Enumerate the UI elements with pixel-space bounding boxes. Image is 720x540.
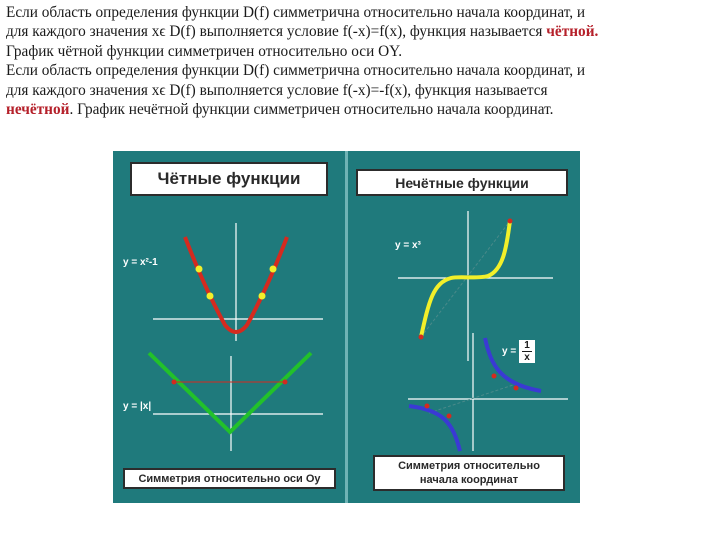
text-line-6: . График нечётной функции симметричен относительно начала координат.: [69, 101, 554, 119]
formula-abs: y = |x|: [123, 401, 152, 412]
text-line: [6, 22, 718, 41]
abs-curve: [149, 353, 311, 432]
fraction-numerator: 1: [524, 340, 530, 351]
term-even: чётной.: [546, 23, 599, 41]
formula-parabola: y = x²-1: [123, 257, 158, 268]
text-line-5: для каждого значения xϵ D(f) выполняется условие f(-x)=-f(x), функция называется: [6, 81, 548, 99]
text-line-2: для каждого значения xϵ D(f) выполняется условие f(-x)=f(x), функция называется: [6, 23, 547, 41]
abs-axes: [153, 356, 323, 451]
graphs-canvas: [113, 151, 580, 503]
text-line: [6, 42, 718, 61]
abs-points: [172, 380, 288, 385]
point: [270, 266, 277, 273]
fraction: [519, 340, 535, 363]
point: [196, 266, 203, 273]
text-line-4: Если область определения функции D(f) симметрична относительно начала координат, и: [6, 62, 586, 80]
point: [259, 293, 266, 300]
point: [172, 380, 177, 385]
point: [492, 374, 497, 379]
text-line: [6, 3, 718, 22]
formula-cubic: y = x³: [395, 240, 421, 251]
recip-points: [425, 374, 519, 419]
text-line-3: График чётной функции симметричен относительно оси OY.: [6, 42, 403, 60]
odd-caption-line-2: начала координат: [419, 474, 519, 486]
point: [207, 293, 214, 300]
recip-branch-negative: [409, 406, 460, 451]
text-line-1: Если область определения функции D(f) симметрична относительно начала координат, и: [6, 4, 586, 21]
fraction-denominator: x: [524, 352, 530, 363]
odd-caption-line-1: Симметрия относительно: [398, 460, 540, 472]
parabola-axes: [153, 223, 323, 341]
function-graphs-figure: [113, 151, 580, 503]
point: [425, 404, 430, 409]
point: [514, 386, 519, 391]
text-line: [6, 100, 718, 119]
odd-functions-title: Нечётные функции: [356, 169, 568, 196]
even-caption: Симметрия относительно оси Оу: [123, 468, 336, 489]
text-line: [6, 81, 718, 100]
term-odd: нечётной: [6, 101, 70, 119]
formula-reciprocal-prefix: y =: [502, 346, 517, 357]
point: [447, 414, 452, 419]
even-functions-title: Чётные функции: [130, 162, 328, 196]
point: [419, 335, 424, 340]
point: [283, 380, 288, 385]
point: [508, 219, 513, 224]
formula-reciprocal: [502, 340, 535, 363]
text-line: [6, 61, 718, 80]
definition-text: [6, 3, 718, 119]
odd-caption: [373, 455, 565, 491]
